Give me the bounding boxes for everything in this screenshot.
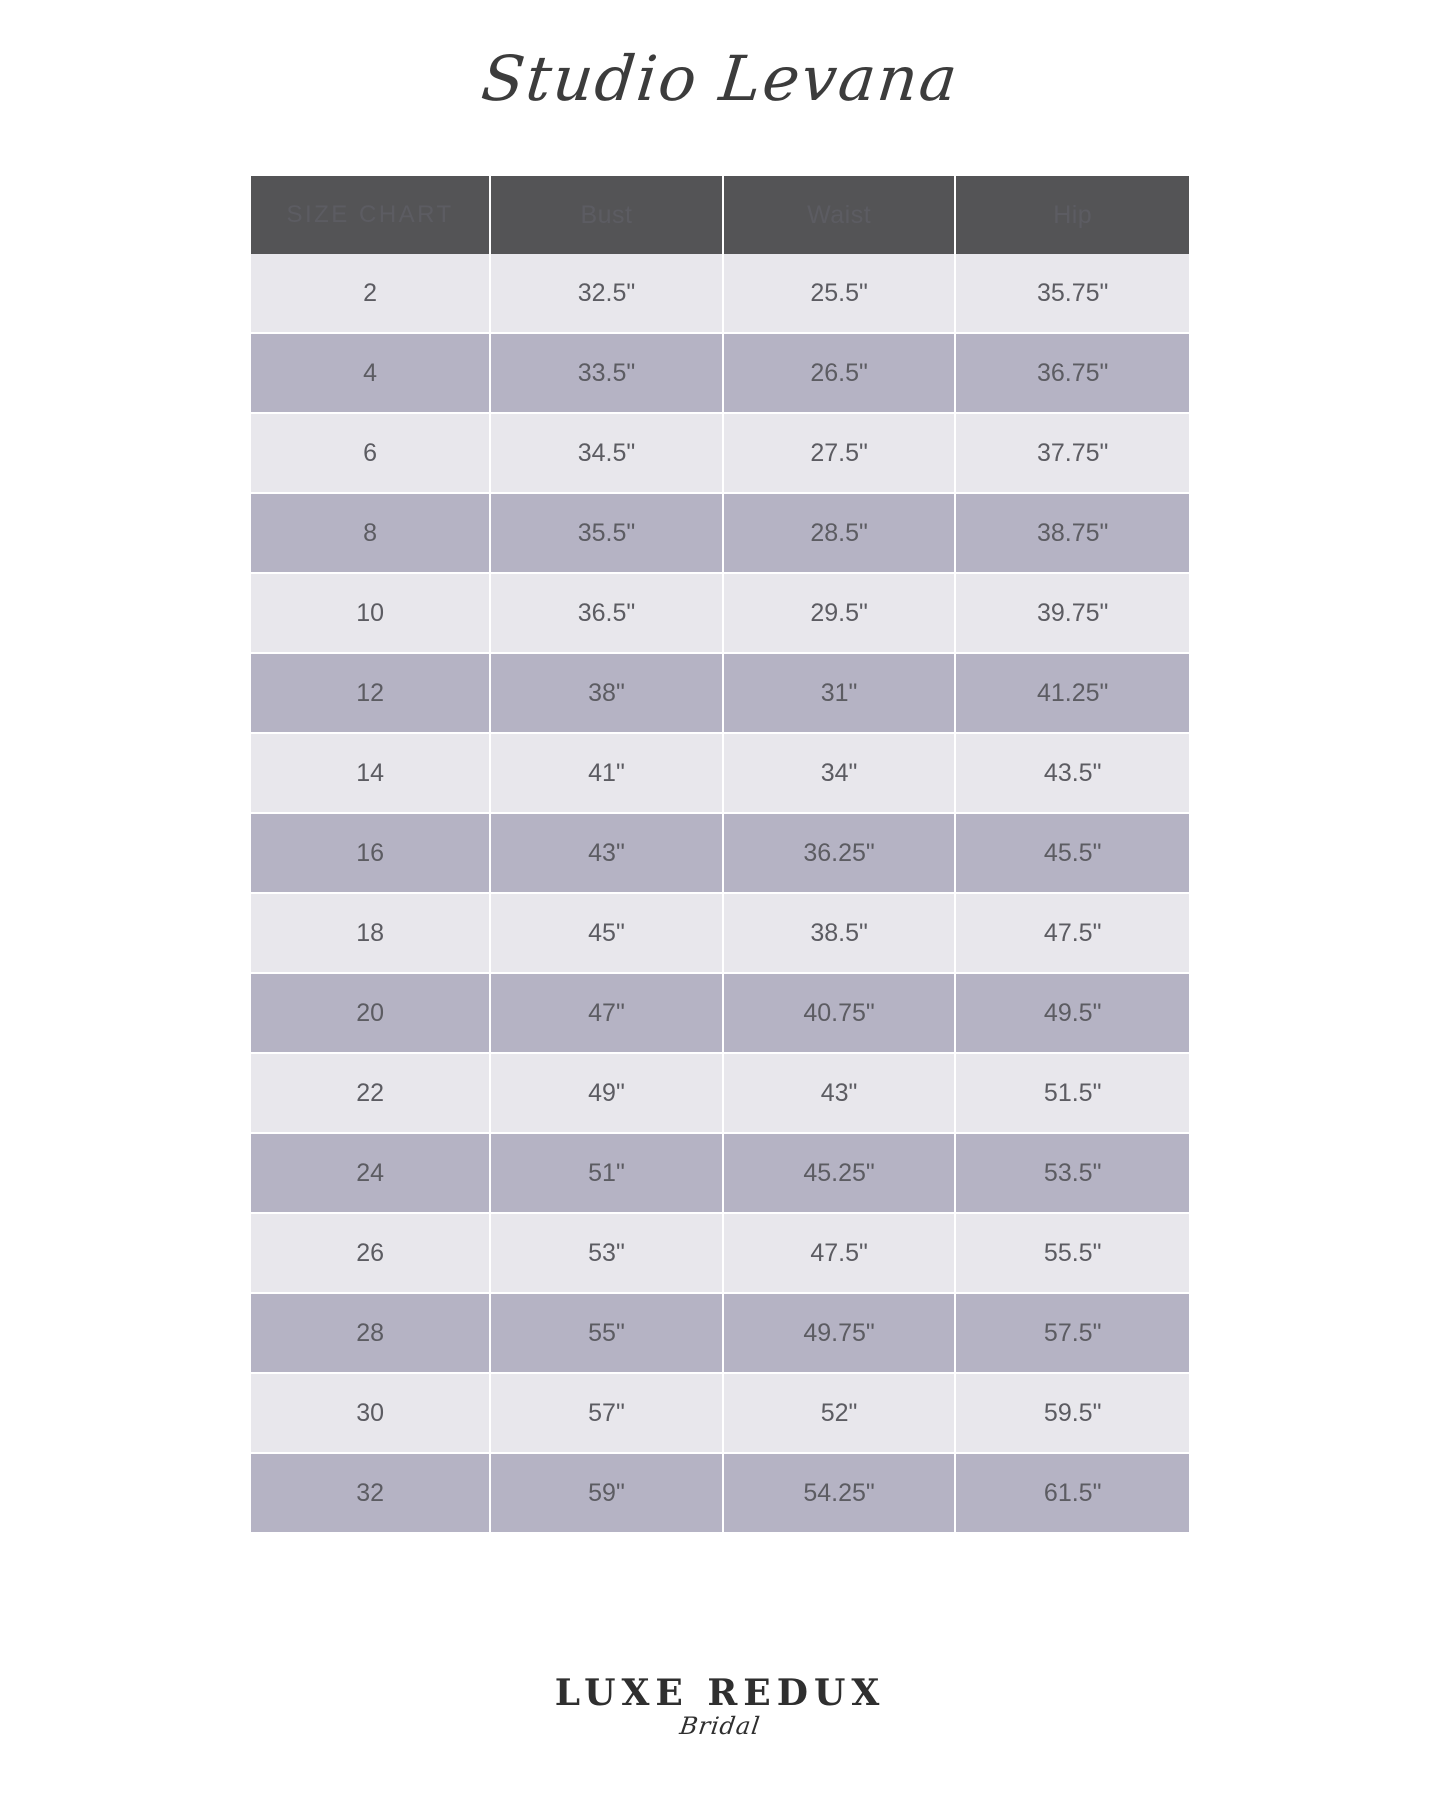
cell-waist: 54.25" <box>723 1453 956 1532</box>
cell-size: 24 <box>251 1133 490 1213</box>
cell-bust: 57" <box>490 1373 723 1453</box>
cell-size: 30 <box>251 1373 490 1453</box>
table-row <box>251 1133 1189 1213</box>
cell-hip: 35.75" <box>955 254 1189 333</box>
cell-waist: 29.5" <box>723 573 956 653</box>
brand-header <box>0 18 1440 138</box>
cell-size: 22 <box>251 1053 490 1133</box>
brand-title: Studio Levana <box>477 41 963 115</box>
cell-size: 32 <box>251 1453 490 1532</box>
cell-bust: 51" <box>490 1133 723 1213</box>
cell-waist: 52" <box>723 1373 956 1453</box>
table-row <box>251 733 1189 813</box>
cell-size: 6 <box>251 413 490 493</box>
cell-waist: 25.5" <box>723 254 956 333</box>
table-row <box>251 1293 1189 1373</box>
cell-hip: 47.5" <box>955 893 1189 973</box>
cell-hip: 38.75" <box>955 493 1189 573</box>
table-row <box>251 333 1189 413</box>
cell-size: 16 <box>251 813 490 893</box>
column-header-hip: Hip <box>955 176 1189 254</box>
footer-logo-secondary: Bridal <box>677 1712 763 1740</box>
footer-logo <box>0 1672 1440 1740</box>
cell-bust: 55" <box>490 1293 723 1373</box>
cell-bust: 53" <box>490 1213 723 1293</box>
cell-bust: 41" <box>490 733 723 813</box>
table-row <box>251 493 1189 573</box>
table-row <box>251 1453 1189 1532</box>
cell-size: 2 <box>251 254 490 333</box>
table-row <box>251 413 1189 493</box>
size-chart-table <box>251 176 1189 1532</box>
footer-logo-primary: LUXE REDUX <box>554 1672 886 1714</box>
cell-hip: 57.5" <box>955 1293 1189 1373</box>
cell-bust: 59" <box>490 1453 723 1532</box>
cell-bust: 49" <box>490 1053 723 1133</box>
cell-hip: 49.5" <box>955 973 1189 1053</box>
cell-bust: 47" <box>490 973 723 1053</box>
cell-waist: 34" <box>723 733 956 813</box>
table-row <box>251 1213 1189 1293</box>
table-row <box>251 254 1189 333</box>
cell-size: 28 <box>251 1293 490 1373</box>
table-row <box>251 1053 1189 1133</box>
cell-size: 12 <box>251 653 490 733</box>
cell-bust: 43" <box>490 813 723 893</box>
cell-bust: 32.5" <box>490 254 723 333</box>
cell-bust: 45" <box>490 893 723 973</box>
cell-hip: 59.5" <box>955 1373 1189 1453</box>
cell-hip: 37.75" <box>955 413 1189 493</box>
table-row <box>251 1373 1189 1453</box>
cell-waist: 45.25" <box>723 1133 956 1213</box>
cell-hip: 53.5" <box>955 1133 1189 1213</box>
table-body <box>251 254 1189 1532</box>
cell-hip: 45.5" <box>955 813 1189 893</box>
table-row <box>251 653 1189 733</box>
cell-waist: 27.5" <box>723 413 956 493</box>
table-header <box>251 176 1189 254</box>
cell-waist: 49.75" <box>723 1293 956 1373</box>
cell-waist: 40.75" <box>723 973 956 1053</box>
column-header-size: SIZE CHART <box>251 176 490 254</box>
cell-hip: 51.5" <box>955 1053 1189 1133</box>
cell-hip: 41.25" <box>955 653 1189 733</box>
cell-bust: 36.5" <box>490 573 723 653</box>
cell-waist: 31" <box>723 653 956 733</box>
cell-bust: 34.5" <box>490 413 723 493</box>
cell-waist: 26.5" <box>723 333 956 413</box>
cell-waist: 43" <box>723 1053 956 1133</box>
cell-size: 20 <box>251 973 490 1053</box>
table-row <box>251 813 1189 893</box>
column-header-waist: Waist <box>723 176 956 254</box>
cell-hip: 36.75" <box>955 333 1189 413</box>
cell-size: 14 <box>251 733 490 813</box>
cell-bust: 33.5" <box>490 333 723 413</box>
size-chart-table-wrapper <box>251 176 1189 1532</box>
cell-bust: 35.5" <box>490 493 723 573</box>
cell-waist: 36.25" <box>723 813 956 893</box>
column-header-bust: Bust <box>490 176 723 254</box>
cell-hip: 55.5" <box>955 1213 1189 1293</box>
cell-hip: 61.5" <box>955 1453 1189 1532</box>
cell-size: 26 <box>251 1213 490 1293</box>
cell-size: 4 <box>251 333 490 413</box>
cell-bust: 38" <box>490 653 723 733</box>
cell-hip: 39.75" <box>955 573 1189 653</box>
table-row <box>251 893 1189 973</box>
cell-hip: 43.5" <box>955 733 1189 813</box>
table-row <box>251 973 1189 1053</box>
cell-size: 8 <box>251 493 490 573</box>
cell-waist: 38.5" <box>723 893 956 973</box>
cell-waist: 28.5" <box>723 493 956 573</box>
cell-waist: 47.5" <box>723 1213 956 1293</box>
table-header-row <box>251 176 1189 254</box>
cell-size: 10 <box>251 573 490 653</box>
table-row <box>251 573 1189 653</box>
cell-size: 18 <box>251 893 490 973</box>
